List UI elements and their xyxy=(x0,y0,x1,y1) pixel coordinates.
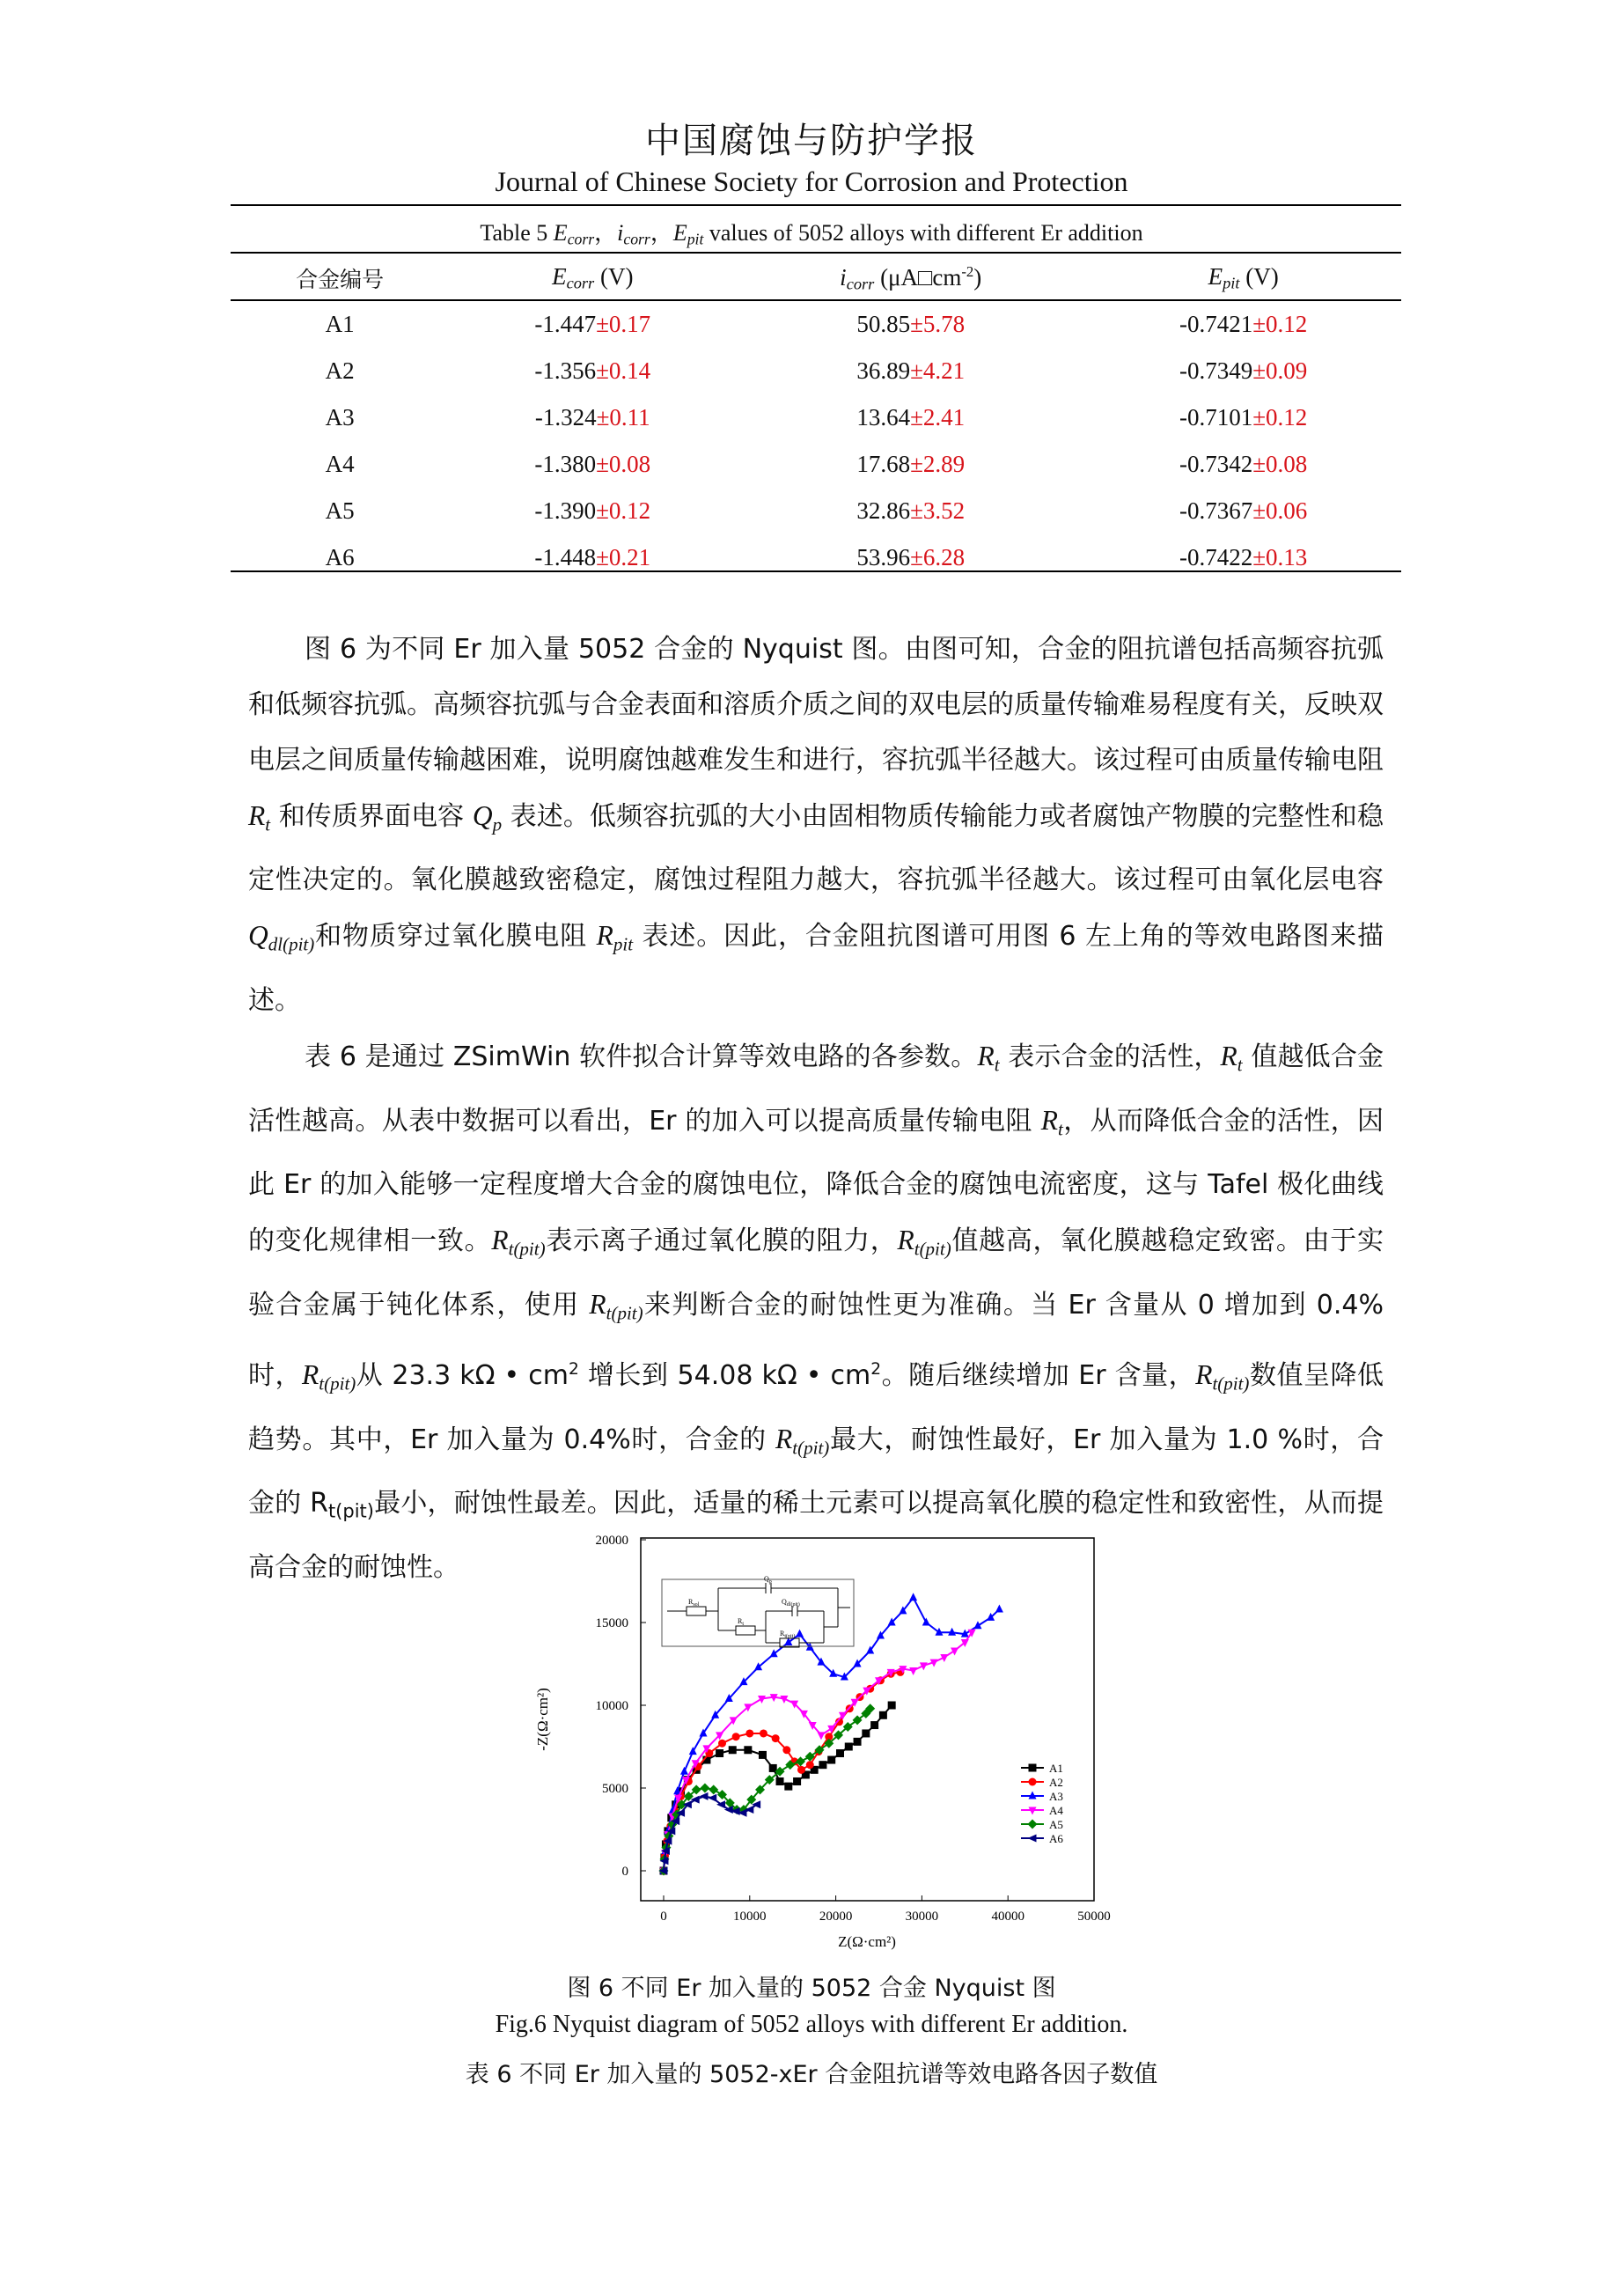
paragraph-2: 表 6 是通过 ZSimWin 软件拟合计算等效电路的各参数。$R_t$ 表示合金的活性，$R_t$ 值越低合金活性越高。从表中数据可以看出，Er 的加入可以提高质量传输电阻 $R_t$，从而降低合金的活性，因此 Er 的加入能够一定程度增大合金的腐蚀电位，降低合金的腐蚀电流密度，这与 Tafel 极化曲线的变化规律相一致。$R_{t(pit)}$表示离子通过氧化膜的阻力，$R_{t(pit)}$值越高，氧化膜越稳定致密。由于实验合金属于钝化体系，使用 $R_{t(pit)}$来判断合金的耐蚀性更为准确。当 Er 含量从 0 增加到 0.4%时，$R_{t(pit)}$从 23.3 kΩ • $cm^2$ 增长到 54.08 kΩ • $cm^2$。随后继续增加 Er 含量，$R_{t(pit)}$数值呈降低趋势。其中，Er 加入量为 0.4%时，合金的 $R_{t(pit)}$最大，耐蚀性最好，Er 加入量为 1.0 %时，合金的 $R_{t(pit)}$最小，耐蚀性最差。因此，适量的稀土元素可以提高氧化膜的稳定性和致密性，从而提高合金的耐蚀性。 xyxy=(248,1040,1384,1583)
col-alloy: 合金编号 xyxy=(231,257,449,300)
data-point-a3 xyxy=(754,1662,762,1670)
data-point-a2 xyxy=(718,1740,726,1748)
data-point-a2 xyxy=(797,1766,805,1774)
y-tick-label: 5000 xyxy=(602,1782,628,1796)
data-point-a1 xyxy=(879,1711,887,1719)
data-point-a1 xyxy=(845,1743,853,1751)
cell-icorr: 17.68±2.89 xyxy=(856,451,966,477)
cell-epit: -0.7421±0.12 xyxy=(1179,311,1308,337)
data-point-a3 xyxy=(796,1630,804,1637)
table5-header-row xyxy=(231,257,1401,300)
plot-frame xyxy=(641,1538,1094,1901)
legend-item-a6 xyxy=(1021,1832,1063,1845)
data-point-a2 xyxy=(732,1733,740,1740)
qp-label: $Q_p$ xyxy=(764,1575,772,1585)
equivalent-circuit xyxy=(662,1579,854,1647)
x-axis-label: Z(Ω·cm²) xyxy=(838,1933,896,1950)
body-text xyxy=(248,622,1384,1595)
legend-item-a4 xyxy=(1021,1804,1063,1817)
cell-icorr: 53.96±6.28 xyxy=(856,544,966,570)
table-row xyxy=(231,441,1401,488)
y-tick-label: 20000 xyxy=(595,1534,628,1548)
table5 xyxy=(231,257,1401,581)
cell-ecorr: -1.448±0.21 xyxy=(534,544,651,570)
legend-item-a2 xyxy=(1021,1776,1063,1789)
data-point-a5 xyxy=(709,1785,718,1794)
rpit-label: $R_{t(pit)}$ xyxy=(780,1630,796,1639)
data-point-a1 xyxy=(784,1783,792,1791)
data-point-a4 xyxy=(961,1639,969,1647)
table-row xyxy=(231,534,1401,581)
data-point-a1 xyxy=(827,1756,835,1764)
cell-icorr: 13.64±2.41 xyxy=(856,404,966,430)
legend-label: A2 xyxy=(1049,1776,1063,1789)
data-point-a3 xyxy=(909,1593,917,1601)
data-point-a2 xyxy=(745,1729,753,1737)
legend-marker xyxy=(1028,1835,1037,1843)
legend-item-a3 xyxy=(1021,1790,1063,1803)
legend-marker xyxy=(1029,1764,1037,1772)
cell-epit: -0.7342±0.08 xyxy=(1179,451,1308,477)
legend-label: A6 xyxy=(1049,1832,1063,1845)
cell-alloy: A4 xyxy=(325,451,355,477)
legend-label: A1 xyxy=(1049,1762,1063,1775)
data-point-a1 xyxy=(776,1777,784,1785)
cell-ecorr: -1.390±0.12 xyxy=(534,497,651,524)
table-row xyxy=(231,394,1401,441)
cell-epit: -0.7101±0.12 xyxy=(1179,404,1308,430)
data-point-a6 xyxy=(699,1792,708,1800)
data-point-a1 xyxy=(793,1777,801,1785)
legend-label: A3 xyxy=(1049,1790,1063,1803)
y-axis-label: -Z(Ω·cm²) xyxy=(534,1688,551,1751)
x-tick-label: 20000 xyxy=(819,1910,853,1924)
y-tick-label: 15000 xyxy=(595,1616,628,1630)
data-point-a1 xyxy=(862,1729,870,1737)
legend-item-a5 xyxy=(1021,1818,1063,1831)
x-tick-label: 0 xyxy=(660,1910,667,1924)
data-point-a2 xyxy=(782,1746,790,1754)
legend-label: A5 xyxy=(1049,1818,1063,1831)
data-point-a1 xyxy=(744,1746,752,1754)
data-point-a4 xyxy=(909,1667,917,1675)
cell-icorr: 32.86±3.52 xyxy=(856,497,966,524)
data-point-a1 xyxy=(854,1738,862,1746)
qdl-label: $Q_{dl(pit)}$ xyxy=(782,1598,800,1608)
figure6-caption-en: Fig.6 Nyquist diagram of 5052 alloys with different Er addition. xyxy=(495,2011,1128,2038)
cell-alloy: A1 xyxy=(325,311,355,337)
cell-epit: -0.7349±0.09 xyxy=(1179,357,1308,384)
data-point-a3 xyxy=(770,1649,778,1657)
header-rule xyxy=(231,204,1401,206)
data-point-a2 xyxy=(772,1734,780,1742)
data-point-a1 xyxy=(819,1761,826,1769)
data-point-a3 xyxy=(680,1767,688,1775)
cell-epit: -0.7422±0.13 xyxy=(1179,544,1308,570)
data-point-a1 xyxy=(759,1751,767,1759)
cell-epit: -0.7367±0.06 xyxy=(1179,497,1308,524)
figure6-caption-cn: 图 6 不同 Er 加入量的 5052 合金 Nyquist 图 xyxy=(567,1975,1056,2002)
col-icorr: $i_{corr}$ $(\mu A□cm^{-2})$ xyxy=(736,257,1085,300)
data-point-a4 xyxy=(817,1732,825,1740)
legend-label: A4 xyxy=(1049,1804,1063,1817)
table5-top-rule xyxy=(231,252,1401,254)
y-tick-label: 10000 xyxy=(595,1699,628,1713)
table-row xyxy=(231,348,1401,394)
cell-icorr: 36.89±4.21 xyxy=(856,357,966,384)
legend-marker xyxy=(1028,1820,1038,1829)
table5-caption: Table 5 $E_{corr}$，$i_{corr}$，$E_{pit}$ values of 5052 alloys with different Er addition xyxy=(480,220,1143,248)
data-point-a1 xyxy=(870,1721,878,1729)
table5-bottom-rule xyxy=(231,570,1401,572)
journal-title-en: Journal of Chinese Society for Corrosion and Protection xyxy=(495,166,1128,197)
legend-marker xyxy=(1029,1778,1037,1786)
x-tick-label: 50000 xyxy=(1077,1910,1111,1924)
data-point-a6 xyxy=(708,1794,716,1802)
paragraph-1: 图 6 为不同 Er 加入量 5052 合金的 Nyquist 图。由图可知，合金的阻抗谱包括高频容抗弧和低频容抗弧。高频容抗弧与合金表面和溶质介质之间的双电层的质量传输难易程度有关，反映双电层之间质量传输越困难，说明腐蚀越难发生和进行，容抗弧半径越大。该过程可由质量传输电阻 $R_t$ 和传质界面电容 $Q_p$ 表述。低频容抗弧的大小由固相物质传输能力或者腐蚀产物膜的完整性和稳定性决定的。氧化膜越致密稳定，腐蚀过程阻力越大，容抗弧半径越大。该过程可由氧化层电容 $Q_{dl(pit)}$和物质穿过氧化膜电阻 $R_{pit}$ 表述。因此，合金阻抗图谱可用图 6 左上角的等效电路图来描述。 xyxy=(248,634,1384,1016)
legend-item-a1 xyxy=(1021,1762,1063,1775)
data-point-a2 xyxy=(760,1729,767,1737)
cell-alloy: A5 xyxy=(325,497,355,524)
rsol-label: $R_{sol}$ xyxy=(688,1598,700,1608)
cell-ecorr: -1.324±0.11 xyxy=(534,404,650,430)
cell-ecorr: -1.380±0.08 xyxy=(534,451,651,477)
table6-caption: 表 6 不同 Er 加入量的 5052-xEr 合金阻抗谱等效电路各因子数值 xyxy=(465,2061,1158,2088)
data-point-a1 xyxy=(729,1746,737,1754)
journal-title-cn: 中国腐蚀与防护学报 xyxy=(645,121,978,161)
y-tick-label: 0 xyxy=(621,1865,628,1879)
table-row xyxy=(231,300,1401,348)
x-tick-label: 40000 xyxy=(991,1910,1024,1924)
data-point-a1 xyxy=(888,1702,896,1710)
x-tick-label: 10000 xyxy=(733,1910,767,1924)
cell-icorr: 50.85±5.78 xyxy=(856,311,966,337)
cell-ecorr: -1.447±0.17 xyxy=(534,311,651,337)
nyquist-chart xyxy=(510,1520,1127,1960)
data-point-a3 xyxy=(995,1604,1003,1612)
table-row xyxy=(231,488,1401,534)
data-point-a2 xyxy=(806,1761,814,1769)
rsol-resistor xyxy=(687,1607,706,1615)
cell-alloy: A2 xyxy=(325,357,355,384)
data-point-a1 xyxy=(836,1749,844,1757)
data-point-a1 xyxy=(716,1749,723,1757)
data-point-a5 xyxy=(700,1784,709,1793)
col-epit: $E_{pit}$ (V) xyxy=(1085,257,1401,300)
series-a5 xyxy=(659,1704,876,1875)
cell-alloy: A3 xyxy=(325,404,355,430)
x-tick-label: 30000 xyxy=(905,1910,939,1924)
rt-label: $R_t$ xyxy=(738,1617,745,1627)
cell-ecorr: -1.356±0.14 xyxy=(534,357,651,384)
col-ecorr: $E_{corr}$ (V) xyxy=(449,257,736,300)
cell-alloy: A6 xyxy=(325,544,355,570)
rt-resistor xyxy=(736,1626,755,1635)
